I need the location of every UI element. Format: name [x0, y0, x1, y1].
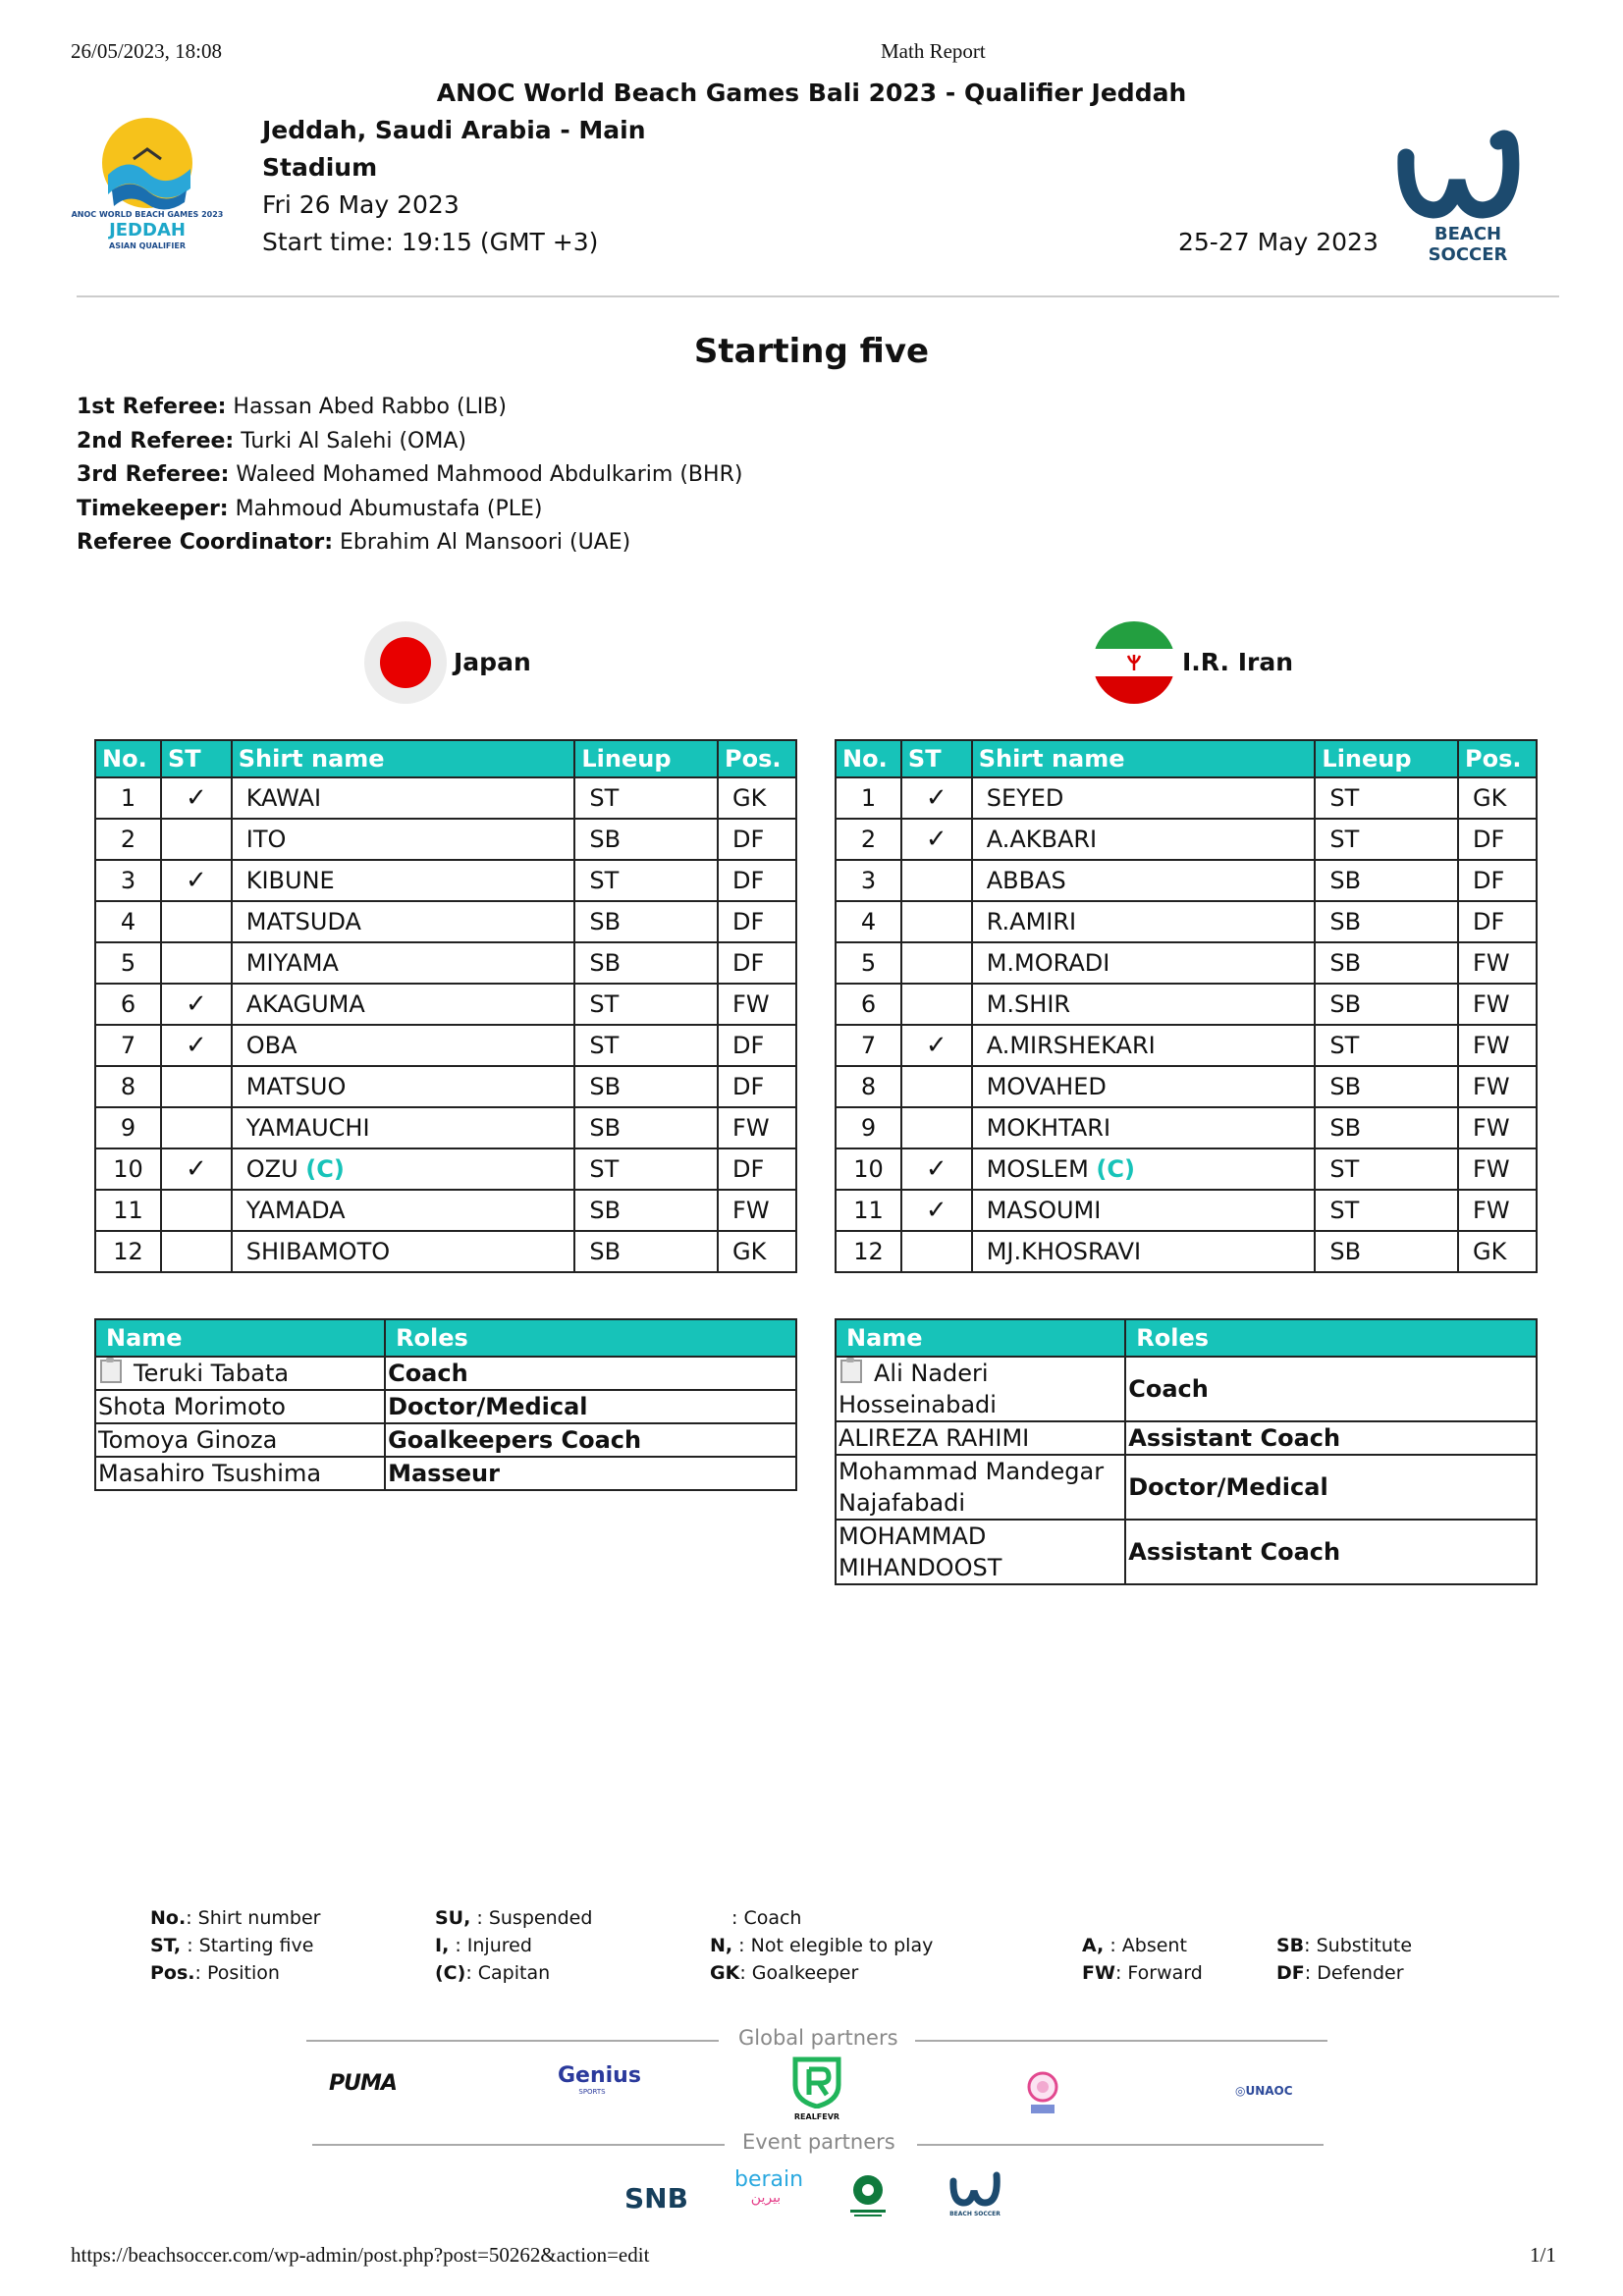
partner-badge-icon: [1026, 2071, 1059, 2118]
japan-flag: [363, 620, 448, 709]
staff-role: Goalkeepers Coach: [385, 1423, 796, 1457]
player-position: FW: [1458, 942, 1537, 984]
starting-check: [901, 860, 972, 901]
player-lineup: ST: [574, 860, 718, 901]
player-position: GK: [1458, 777, 1537, 819]
legend-col-3: : Coach N, : Not elegible to play GK: Goalkeeper: [710, 1907, 934, 1984]
staff-row: [836, 1455, 1537, 1520]
table-header-row: [95, 1319, 796, 1357]
staff-name: ALIREZA RAHIMI: [836, 1421, 1125, 1455]
player-row: [836, 1148, 1537, 1190]
player-name: MASOUMI: [972, 1190, 1316, 1231]
officials-list: [77, 391, 742, 561]
player-position: GK: [718, 1231, 796, 1272]
starting-check: ✓: [901, 1190, 972, 1231]
player-lineup: SB: [574, 901, 718, 942]
anoc-jeddah-logo: [69, 116, 226, 253]
logo-line3: ASIAN QUALIFIER: [109, 241, 186, 250]
staff-name: Ali Naderi Hosseinabadi: [836, 1357, 1125, 1421]
staff-row: [95, 1390, 796, 1423]
player-name: M.SHIR: [972, 984, 1316, 1025]
player-name: MATSUDA: [232, 901, 575, 942]
player-name: SEYED: [972, 777, 1316, 819]
player-row: [836, 942, 1537, 984]
partner-badge-logo: [1026, 2071, 1059, 2122]
starting-check: ✓: [901, 819, 972, 860]
captain-badge: (C): [1096, 1155, 1135, 1183]
team-name-iran: I.R. Iran: [1182, 648, 1294, 676]
iran-flag: [1092, 620, 1176, 709]
col-no: No.: [836, 740, 901, 777]
player-position: DF: [718, 1066, 796, 1107]
player-row: [95, 901, 796, 942]
saff-crest-icon: [846, 2172, 890, 2219]
player-position: GK: [1458, 1231, 1537, 1272]
player-name: ITO: [232, 819, 575, 860]
player-position: FW: [1458, 1190, 1537, 1231]
col-st: ST: [901, 740, 972, 777]
player-row: [95, 984, 796, 1025]
col-shirt: Shirt name: [972, 740, 1316, 777]
player-position: FW: [718, 1190, 796, 1231]
player-lineup: SB: [574, 1231, 718, 1272]
staff-row: [836, 1520, 1537, 1584]
player-lineup: ST: [1315, 819, 1458, 860]
player-lineup: SB: [1315, 942, 1458, 984]
print-url[interactable]: https://beachsoccer.com/wp-admin/post.php?post=50262&action=edit: [71, 2243, 650, 2267]
player-position: DF: [718, 1025, 796, 1066]
player-number: 3: [836, 860, 901, 901]
player-name: MATSUO: [232, 1066, 575, 1107]
player-number: 1: [836, 777, 901, 819]
starting-check: [901, 1107, 972, 1148]
starting-check: ✓: [901, 777, 972, 819]
starting-check: [161, 942, 232, 984]
japan-staff-table: [94, 1318, 797, 1491]
staff-role: Doctor/Medical: [385, 1390, 796, 1423]
starting-check: ✓: [161, 1148, 232, 1190]
event-partners-divider-left: [312, 2144, 725, 2146]
col-name: Name: [95, 1319, 385, 1357]
player-row: [836, 1025, 1537, 1066]
staff-row: [95, 1423, 796, 1457]
official-row: 3rd Referee: Waleed Mohamed Mahmood Abdulkarim (BHR): [77, 462, 743, 487]
player-row: [95, 860, 796, 901]
player-row: [95, 1066, 796, 1107]
col-name: Name: [836, 1319, 1125, 1357]
event-partners-divider-right: [917, 2144, 1324, 2146]
player-number: 7: [836, 1025, 901, 1066]
official-row: Timekeeper: Mahmoud Abumustafa (PLE): [77, 496, 543, 521]
player-number: 4: [836, 901, 901, 942]
starting-check: [161, 1231, 232, 1272]
col-no: No.: [95, 740, 161, 777]
player-name: OZU (C): [232, 1148, 575, 1190]
partners-divider-right: [915, 2040, 1327, 2042]
player-position: DF: [1458, 860, 1537, 901]
col-lineup: Lineup: [1315, 740, 1458, 777]
starting-check: [161, 1066, 232, 1107]
player-number: 2: [836, 819, 901, 860]
player-number: 6: [836, 984, 901, 1025]
staff-row: [95, 1357, 796, 1390]
player-number: 4: [95, 901, 161, 942]
col-roles: Roles: [1125, 1319, 1537, 1357]
iran-players-table: [835, 739, 1538, 1273]
player-lineup: ST: [1315, 1148, 1458, 1190]
venue-line2: Stadium: [262, 153, 378, 182]
print-doc-title: Math Report: [881, 39, 986, 63]
player-number: 5: [95, 942, 161, 984]
realfevr-shield-icon: [789, 2056, 844, 2109]
player-lineup: ST: [574, 1148, 718, 1190]
player-lineup: ST: [1315, 777, 1458, 819]
staff-role: Doctor/Medical: [1125, 1455, 1537, 1520]
unaoc-logo: ◎UNAOC: [1235, 2084, 1293, 2098]
player-row: [836, 984, 1537, 1025]
japan-players-table: [94, 739, 797, 1273]
official-row: 2nd Referee: Turki Al Salehi (OMA): [77, 428, 466, 454]
starting-check: [901, 1066, 972, 1107]
staff-name: Masahiro Tsushima: [95, 1457, 385, 1490]
col-pos: Pos.: [718, 740, 796, 777]
player-row: [95, 777, 796, 819]
logo-line2: JEDDAH: [109, 220, 186, 240]
player-number: 3: [95, 860, 161, 901]
player-name: M.MORADI: [972, 942, 1316, 984]
player-number: 1: [95, 777, 161, 819]
logo-line1: ANOC WORLD BEACH GAMES 2023: [71, 210, 224, 219]
match-date: Fri 26 May 2023: [262, 190, 460, 219]
puma-logo: PUMA: [329, 2071, 397, 2096]
player-row: [95, 1231, 796, 1272]
player-number: 9: [95, 1107, 161, 1148]
player-lineup: SB: [1315, 1107, 1458, 1148]
player-row: [836, 1107, 1537, 1148]
team-name-japan: Japan: [454, 648, 531, 676]
player-number: 9: [836, 1107, 901, 1148]
staff-role: Assistant Coach: [1125, 1421, 1537, 1455]
captain-badge: (C): [305, 1155, 345, 1183]
realfevr-logo: REALFEVR: [787, 2056, 846, 2121]
iran-staff-table: [835, 1318, 1538, 1585]
table-header-row: [836, 740, 1537, 777]
player-number: 6: [95, 984, 161, 1025]
player-row: [836, 860, 1537, 901]
player-position: DF: [718, 860, 796, 901]
player-number: 5: [836, 942, 901, 984]
player-lineup: SB: [574, 1190, 718, 1231]
official-row: Referee Coordinator: Ebrahim Al Mansoori (UAE): [77, 530, 631, 555]
player-lineup: SB: [574, 819, 718, 860]
date-range: 25-27 May 2023: [1178, 228, 1379, 256]
player-lineup: SB: [574, 942, 718, 984]
player-name: OBA: [232, 1025, 575, 1066]
staff-role: Coach: [385, 1357, 796, 1390]
player-position: DF: [1458, 901, 1537, 942]
player-number: 8: [95, 1066, 161, 1107]
player-position: DF: [718, 819, 796, 860]
col-pos: Pos.: [1458, 740, 1537, 777]
starting-check: ✓: [161, 984, 232, 1025]
player-name: MOSLEM (C): [972, 1148, 1316, 1190]
player-name: MIYAMA: [232, 942, 575, 984]
player-name: ABBAS: [972, 860, 1316, 901]
starting-check: [901, 984, 972, 1025]
beach-soccer-logo-text: BEACH SOCCER: [1428, 224, 1508, 265]
saudi-football-federation-logo: [846, 2172, 890, 2223]
player-lineup: SB: [574, 1066, 718, 1107]
player-position: FW: [1458, 984, 1537, 1025]
player-name: A.MIRSHEKARI: [972, 1025, 1316, 1066]
player-row: [95, 1107, 796, 1148]
staff-row: [95, 1457, 796, 1490]
legend-col-1: No.: Shirt number ST, : Starting five Pos.: Position: [150, 1907, 321, 1984]
official-row: 1st Referee: Hassan Abed Rabbo (LIB): [77, 395, 507, 419]
print-datetime: 26/05/2023, 18:08: [71, 39, 223, 63]
staff-row: [836, 1421, 1537, 1455]
player-row: [836, 1066, 1537, 1107]
player-row: [95, 1190, 796, 1231]
player-number: 2: [95, 819, 161, 860]
player-number: 8: [836, 1066, 901, 1107]
player-row: [95, 942, 796, 984]
player-number: 11: [836, 1190, 901, 1231]
player-position: DF: [718, 1148, 796, 1190]
starting-check: [901, 942, 972, 984]
player-row: [836, 777, 1537, 819]
staff-name: Mohammad Mandegar Najafabadi: [836, 1455, 1125, 1520]
player-lineup: SB: [1315, 1066, 1458, 1107]
global-partners-label: Global partners: [738, 2026, 898, 2050]
player-name: AKAGUMA: [232, 984, 575, 1025]
player-name: MOVAHED: [972, 1066, 1316, 1107]
staff-role: Coach: [1125, 1357, 1537, 1421]
player-name: SHIBAMOTO: [232, 1231, 575, 1272]
player-row: [95, 1025, 796, 1066]
player-position: DF: [718, 901, 796, 942]
berain-logo: berain بيرين: [734, 2167, 804, 2206]
player-lineup: ST: [1315, 1190, 1458, 1231]
player-row: [836, 819, 1537, 860]
player-position: FW: [718, 984, 796, 1025]
table-header-row: [95, 740, 796, 777]
event-title: ANOC World Beach Games Bali 2023 - Qualifier Jeddah: [436, 79, 1187, 107]
table-header-row: [836, 1319, 1537, 1357]
staff-role: Assistant Coach: [1125, 1520, 1537, 1584]
starting-check: [901, 901, 972, 942]
start-time: Start time: 19:15 (GMT +3): [262, 228, 599, 256]
venue-line1: Jeddah, Saudi Arabia - Main: [262, 116, 646, 144]
staff-name: Shota Morimoto: [95, 1390, 385, 1423]
player-lineup: ST: [574, 1025, 718, 1066]
player-lineup: SB: [574, 1107, 718, 1148]
iran-flag-icon: [1092, 620, 1176, 705]
starting-check: ✓: [901, 1148, 972, 1190]
player-position: DF: [718, 942, 796, 984]
staff-name: Tomoya Ginoza: [95, 1423, 385, 1457]
player-position: FW: [1458, 1066, 1537, 1107]
starting-check: [161, 901, 232, 942]
player-name: MOKHTARI: [972, 1107, 1316, 1148]
player-name: R.AMIRI: [972, 901, 1316, 942]
player-lineup: SB: [1315, 860, 1458, 901]
player-row: [836, 901, 1537, 942]
player-number: 12: [95, 1231, 161, 1272]
starting-check: ✓: [161, 1025, 232, 1066]
player-position: FW: [1458, 1148, 1537, 1190]
player-lineup: ST: [1315, 1025, 1458, 1066]
player-name: YAMADA: [232, 1190, 575, 1231]
starting-check: ✓: [161, 777, 232, 819]
player-lineup: ST: [574, 984, 718, 1025]
player-row: [836, 1231, 1537, 1272]
player-name: KAWAI: [232, 777, 575, 819]
staff-name: MOHAMMAD MIHANDOOST: [836, 1520, 1125, 1584]
player-position: GK: [718, 777, 796, 819]
starting-check: [161, 1107, 232, 1148]
player-row: [95, 819, 796, 860]
col-roles: Roles: [385, 1319, 796, 1357]
section-title: Starting five: [693, 332, 930, 371]
player-position: FW: [718, 1107, 796, 1148]
staff-row: [836, 1357, 1537, 1421]
clipboard-icon: [840, 1360, 862, 1383]
japan-flag-icon: [363, 620, 448, 705]
player-name: YAMAUCHI: [232, 1107, 575, 1148]
player-number: 7: [95, 1025, 161, 1066]
player-lineup: SB: [1315, 984, 1458, 1025]
player-position: FW: [1458, 1107, 1537, 1148]
legend-col-5: SB: Substitute DF: Defender: [1276, 1935, 1413, 1984]
player-lineup: SB: [1315, 901, 1458, 942]
beach-soccer-w-icon: [1394, 130, 1542, 224]
player-number: 11: [95, 1190, 161, 1231]
player-row: [836, 1190, 1537, 1231]
starting-check: [901, 1231, 972, 1272]
legend-col-4: A, : Absent FW: Forward: [1082, 1935, 1203, 1984]
player-name: A.AKBARI: [972, 819, 1316, 860]
genius-sports-logo: Genius SPORTS: [558, 2063, 641, 2096]
starting-check: [161, 1190, 232, 1231]
player-name: MJ.KHOSRAVI: [972, 1231, 1316, 1272]
player-name: KIBUNE: [232, 860, 575, 901]
staff-role: Masseur: [385, 1457, 796, 1490]
header-divider: [77, 295, 1559, 297]
event-partners-label: Event partners: [742, 2130, 895, 2154]
player-lineup: SB: [1315, 1231, 1458, 1272]
starting-check: ✓: [161, 860, 232, 901]
col-st: ST: [161, 740, 232, 777]
clipboard-icon: [100, 1360, 122, 1383]
snb-logo: SNB: [624, 2182, 688, 2215]
starting-check: [161, 819, 232, 860]
player-position: FW: [1458, 1025, 1537, 1066]
partners-divider-left: [306, 2040, 719, 2042]
starting-check: ✓: [901, 1025, 972, 1066]
player-row: [95, 1148, 796, 1190]
beach-soccer-logo: [1394, 130, 1542, 265]
venue-block: [262, 112, 646, 261]
player-number: 10: [95, 1148, 161, 1190]
player-number: 10: [836, 1148, 901, 1190]
player-lineup: ST: [574, 777, 718, 819]
col-lineup: Lineup: [574, 740, 718, 777]
staff-name: Teruki Tabata: [95, 1357, 385, 1390]
player-number: 12: [836, 1231, 901, 1272]
event-beach-soccer-logo: BEACH SOCCER: [945, 2169, 1005, 2217]
col-shirt: Shirt name: [232, 740, 575, 777]
player-position: DF: [1458, 819, 1537, 860]
legend-col-2: SU, : Suspended I, : Injured (C): Capitan: [435, 1907, 593, 1984]
page-number: 1/1: [1530, 2243, 1556, 2267]
beach-soccer-small-icon: [947, 2169, 1002, 2207]
